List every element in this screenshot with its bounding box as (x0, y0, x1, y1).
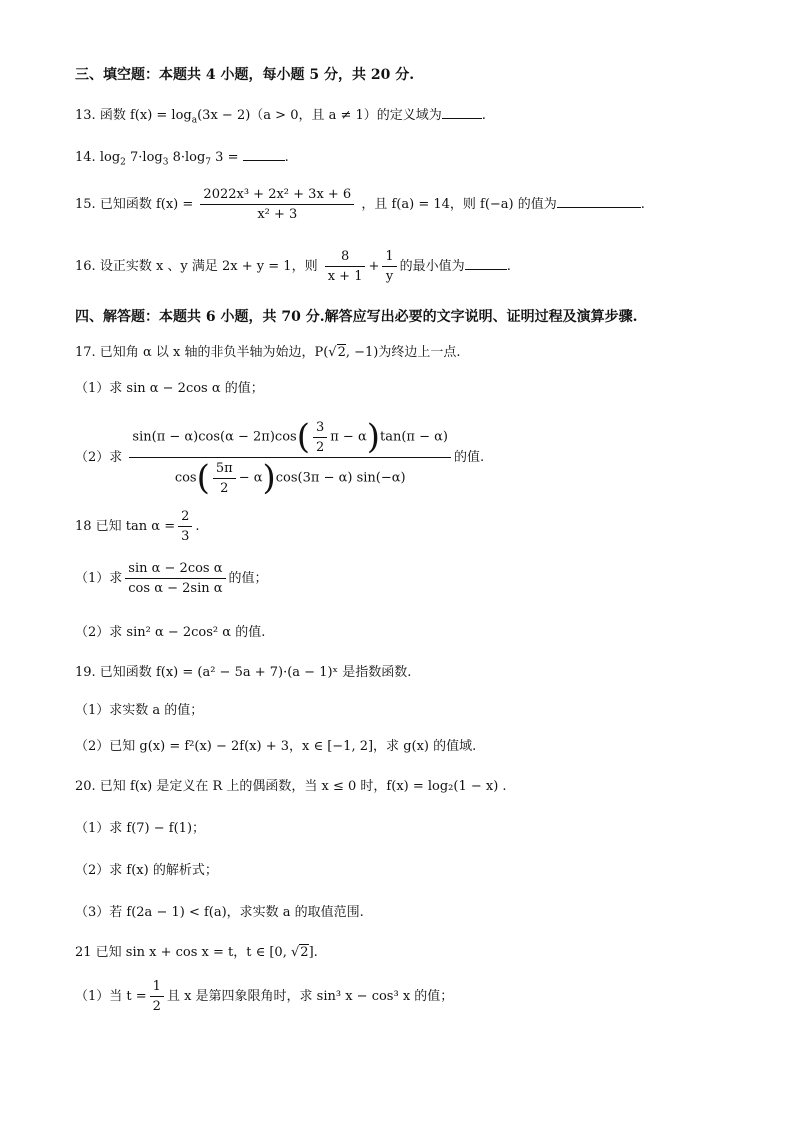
q14-log3: 8·log (168, 150, 206, 165)
q14-base2: 3 (162, 157, 169, 168)
q14-log1: log (99, 150, 121, 165)
question-18-stem (75, 510, 200, 543)
q17-num-a: sin(π − α)cos(α − 2π)cos (132, 429, 297, 445)
q16-suffix: 的最小值为 (399, 259, 465, 274)
q14-tail: 3 = (211, 150, 239, 165)
q17-den-c: cos(3π − α) sin(−α) (275, 470, 406, 486)
q21-frac-d: 2 (152, 999, 161, 1014)
question-21-stem: 21 已知 sin x + cos x = t，t ∈ [0, √2]. (75, 945, 318, 960)
q21-stem-suffix: ]. (308, 945, 318, 960)
q15-middle: ，且 f(a) = 14，则 f(−a) 的值为 (361, 197, 557, 212)
q21-stem-root: 2 (300, 945, 309, 960)
q17-den-inner-fraction (213, 462, 236, 495)
q15-end: . (640, 197, 645, 212)
q13-prefix: 函数 (99, 108, 126, 123)
q20-part-3: （3）若 f(2a − 1) < f(a)，求实数 a 的取值范围. (75, 905, 364, 920)
q18-stem-suffix: . (195, 519, 200, 534)
section-4-title: 四、解答题：本题共 6 小题，共 70 分.解答应写出必要的文字说明、证明过程及演算步骤. (75, 309, 638, 325)
q17-num-b: π − α (330, 429, 367, 445)
q21-part1-label: （1）当 t = (75, 989, 147, 1004)
q21-part-1 (75, 980, 453, 1013)
q17-big-fraction (129, 417, 451, 498)
q13-condition: （a > 0，且 a ≠ 1）的定义域为 (250, 108, 442, 123)
q21-part1-suffix: 且 x 是第四象限角时，求 sin³ x − cos³ x 的值； (166, 989, 454, 1004)
q17-num-inner-n: 3 (313, 421, 327, 438)
q17-den-inner-d: 2 (220, 480, 229, 496)
q16-f1-numerator: 8 (325, 250, 366, 267)
q14-base1: 2 (120, 157, 126, 168)
q14-log2: 7·log (125, 150, 163, 165)
q16-f2-denominator: y (385, 269, 394, 284)
q17-part-2 (75, 417, 485, 498)
q18-part1-label: （1）求 (75, 571, 123, 586)
q21-frac-n: 1 (150, 980, 164, 997)
q14-end: . (284, 150, 289, 165)
q17-part2-label: （2）求 (75, 450, 123, 465)
q21-stem-prefix: 21 已知 sin x + cos x = t，t ∈ [0, (75, 945, 291, 960)
q16-end: . (506, 259, 511, 274)
q15-prefix: 已知函数 f(x) = (99, 197, 194, 212)
q13-number: 13. (75, 108, 96, 123)
q13-arg: (3x − 2) (197, 108, 251, 123)
q16-f1-denominator: x + 1 (327, 269, 363, 284)
q17-den-a: cos (174, 470, 197, 486)
q17-denominator: cos( $\frac{5\pi}{2}$ − α)cos(3π − α) sin(−α) (174, 458, 406, 498)
q20-part-1: （1）求 f(7) − f(1)； (75, 821, 206, 836)
q18-part1-denominator: cos α − 2sin α (128, 581, 223, 596)
q13-end: . (481, 108, 486, 123)
q15-fraction (200, 188, 354, 221)
q14-number: 14. (75, 150, 96, 165)
question-15 (75, 188, 645, 221)
q13-formula: f(x) = log (129, 108, 192, 123)
q17-point-rest: , −1 (345, 345, 374, 360)
section-3-title: 三、填空题：本题共 4 小题，每小题 5 分，共 20 分. (75, 67, 415, 83)
q14-base3: 7 (205, 157, 212, 168)
question-19-stem: 19. 已知函数 f(x) = (a² − 5a + 7)·(a − 1)ˣ 是指数函数. (75, 665, 412, 680)
q17-point: (√2, −1) (323, 345, 379, 360)
q13-base: a (191, 115, 198, 126)
q20-part-2: （2）求 f(x) 的解析式； (75, 863, 218, 878)
q17-num-inner-d: 2 (315, 439, 325, 455)
q18-part1-numerator: sin α − 2cos α (125, 562, 225, 579)
q14-answer-blank[interactable] (243, 148, 285, 161)
q18-fraction (178, 510, 192, 543)
q17-den-inner-n: 5π (213, 462, 236, 479)
q15-denominator: x² + 3 (257, 207, 298, 222)
q18-part1-suffix: 的值； (228, 571, 268, 586)
q17-den-b: − α (238, 470, 263, 486)
q17-numerator: sin(π − α)cos(α − 2π)cos( $\frac{3}{2}$ π − α)tan(π − α) (129, 420, 451, 458)
q17-num-c: tan(π − α) (380, 429, 448, 445)
q18-part1-fraction (125, 562, 225, 595)
question-20-stem: 20. 已知 f(x) 是定义在 R 上的偶函数，当 x ≤ 0 时，f(x) = log₂(1 − x) . (75, 779, 507, 794)
q16-f2-numerator: 1 (382, 250, 396, 267)
q17-stem-suffix: 为终边上一点. (378, 345, 461, 360)
q21-fraction (150, 980, 164, 1013)
q17-part2-suffix: 的值. (453, 450, 485, 465)
q15-number: 15. (75, 197, 96, 212)
q15-numerator: 2022x³ + 2x² + 3x + 6 (200, 188, 354, 205)
q18-part-2: （2）求 sin² α − 2cos² α 的值. (75, 625, 266, 640)
question-13 (75, 106, 486, 126)
q18-frac-n: 2 (178, 510, 192, 527)
q16-plus: + (368, 259, 380, 274)
q19-part-2: （2）已知 g(x) = f²(x) − 2f(x) + 3，x ∈ [−1, 2]，求 g(x) 的值域. (75, 739, 477, 754)
q15-answer-blank[interactable] (557, 195, 641, 208)
q13-answer-blank[interactable] (442, 106, 482, 119)
q18-part-1 (75, 562, 268, 595)
question-16 (75, 250, 511, 283)
q17-stem-prefix: 17. 已知角 α 以 x 轴的非负半轴为始边， (75, 345, 315, 360)
q18-stem-prefix: 18 已知 tan α = (75, 519, 176, 534)
q17-point-root: 2 (337, 345, 346, 360)
q16-prefix: 设正实数 x 、y 满足 2x + y = 1，则 (99, 259, 318, 274)
q16-answer-blank[interactable] (465, 257, 507, 270)
question-14 (75, 148, 289, 168)
question-17-stem (75, 346, 461, 359)
q17-point-label: P (314, 345, 324, 360)
q19-part-1: （1）求实数 a 的值； (75, 703, 204, 718)
q17-part-1: （1）求 sin α − 2cos α 的值； (75, 381, 264, 396)
q18-frac-d: 3 (181, 529, 190, 544)
q17-num-inner-fraction (313, 421, 327, 454)
q16-fraction-2 (382, 250, 396, 283)
q16-number: 16. (75, 259, 96, 274)
q16-fraction-1 (325, 250, 366, 283)
